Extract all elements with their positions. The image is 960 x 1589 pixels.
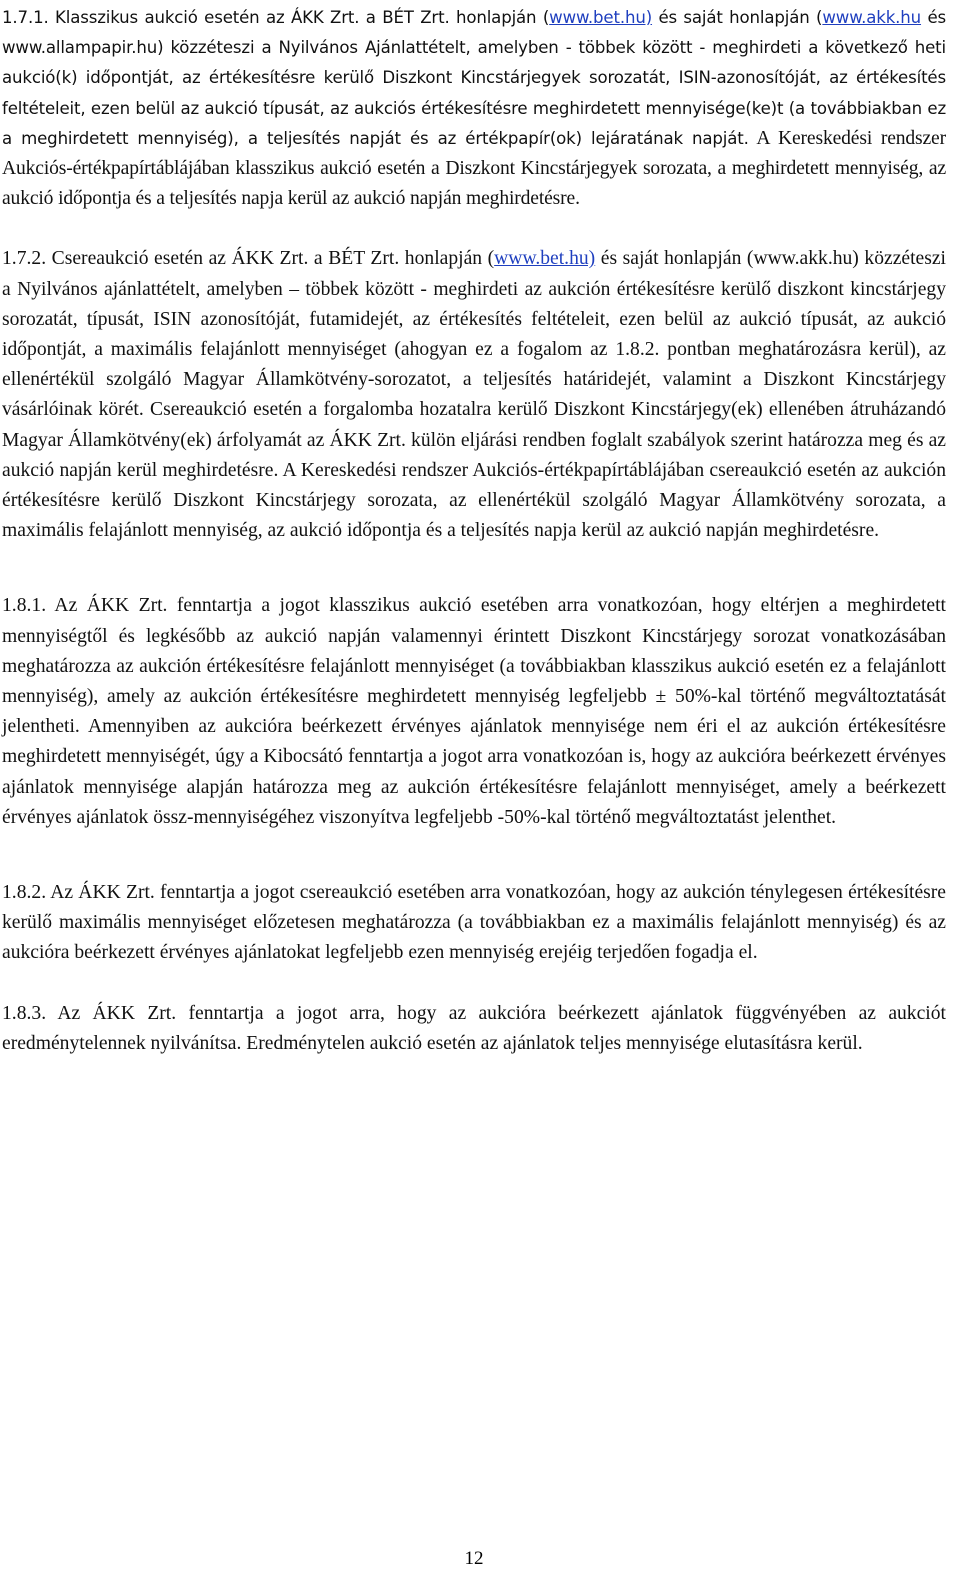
section-1-7-2-text-b: és saját honlapján (www.akk.hu) közzéteszi a Nyilvános ajánlattételt, amelyben – többek között - meghirdeti az aukción értékesítésre kerülő diszkont kincstárjegy sorozatát, típusát, ISIN azonosítóját, futamidejét, az értékesítés feltételeit, ezen belül az aukció típusát, az aukció időpontját, a maximális felajánlott mennyiséget (ahogyan ez a fogalom az 1.8.2. pontban meghatározásra kerül), az ellenértékül szolgáló Magyar Államkötvény-sorozatot, a teljesítés határidejét, valamint a Diszkont Kincstárjegy vásárlóinak körét. Csereaukció esetén a forgalomba hozatalra kerülő Diszkont Kincstárjegy(ek) ellenében átruházandó Magyar Államkötvény(ek) árfolyamát az ÁKK Zrt. külön eljárási rendben foglalt szabályok szerint határozza meg és az aukció napján kerül meghirdetésre. A Kereskedési rendszer Aukciós-értékpapírtáblájában csereaukció esetén az aukción értékesítésre kerülő Diszkont Kincstárjegy sorozata, az ellenértékül szolgáló Magyar Államkötvény sorozata, a maximális felajánlott mennyiség, az aukció időpontja és a teljesítés napja kerül az aukció napján meghirdetésre.	[2, 248, 946, 542]
paragraph-spacer	[2, 214, 946, 244]
section-1-8-2: 1.8.2. Az ÁKK Zrt. fenntartja a jogot csereaukció esetében arra vonatkozóan, hogy az aukción ténylegesen értékesítésre kerülő maximális mennyiséget előzetesen meghatározza (a továbbiakban ez a maximális felajánlott mennyiség) és az aukcióra beérkezett érvényes ajánlatokat legfeljebb ezen mennyiség erejéig terjedően fogadja el.	[2, 882, 946, 964]
section-1-7-1-text-c: és www.allampapir.hu) közzéteszi a Nyilvános Ajánlattételt, amelyben - többek között - meghirdeti a következő heti aukció(k) időpontját, az értékesítésre kerülő Diszkont Kincstárjegyek sorozatát, ISIN-azonosítóját, az értékesítés feltételeit, ezen belül az aukció típusát, az aukciós értékesítésre meghirdetett mennyisége(ke)t (a továbbiakban ez a meghirdetett mennyiség), a teljesítés napját és az értékpapír(ok) lejáratának napját.	[2, 8, 946, 148]
paragraph-spacer	[2, 969, 946, 999]
akk-hu-link[interactable]: www.akk.hu	[822, 8, 922, 27]
section-1-7-2-text-a: 1.7.2. Csereaukció esetén az ÁKK Zrt. a BÉT Zrt. honlapján (	[2, 248, 495, 270]
section-1-7-1-text-d: A Kereskedési rendszer Aukciós-értékpapírtáblájában klasszikus aukció esetén a Diszkont Kincstárjegyek sorozata, a meghirdetett mennyiség, az aukció időpontja és a teljesítés napja kerül az aukció napján meghirdetésre.	[2, 127, 946, 210]
bet-hu-link[interactable]: www.bet.hu)	[549, 8, 653, 27]
page-number: 12	[464, 1548, 484, 1569]
section-1-8-1: 1.8.1. Az ÁKK Zrt. fenntartja a jogot klasszikus aukció esetében arra vonatkozóan, hogy eltérjen a meghirdetett mennyiségtől és legkésőbb az aukció napján valamennyi érintett Diszkont Kincstárjegy sorozat vonatkozásában meghatározza az aukción értékesítésre felajánlott mennyiséget (a továbbiakban klasszikus aukció esetén ez a felajánlott mennyiség), amely az aukción értékesítésre meghirdetett mennyiség legfeljebb ± 50%-kal történő megváltoztatását jelentheti. Amennyiben az aukcióra beérkezett érvényes ajánlatok mennyisége nem éri el az aukción értékesítésre meghirdetett mennyiségét, úgy a Kibocsátó fenntartja a jogot arra vonatkozóan is, hogy az aukcióra beérkezett érvényes ajánlatok mennyisége alapján határozza meg az aukción értékesítésre felajánlott mennyiséget, amely a beérkezett érvényes ajánlatok össz-mennyiségéhez viszonyítva legfeljebb -50%-kal történő megváltoztatást jelenthet.	[2, 595, 946, 828]
section-1-7-1-text-a: 1.7.1. Klasszikus aukció esetén az ÁKK Zrt. a BÉT Zrt. honlapján (	[2, 8, 550, 27]
section-1-8-3: 1.8.3. Az ÁKK Zrt. fenntartja a jogot arra, hogy az aukcióra beérkezett ajánlatok függvényében az aukciót eredménytelennek nyilvánítsa. Eredménytelen aukció esetén az ajánlatok teljes mennyisége elutasításra kerül.	[2, 1002, 946, 1054]
paragraph-spacer	[2, 546, 946, 591]
bet-hu-link-2[interactable]: www.bet.hu)	[494, 248, 596, 270]
section-1-7-1-text-b: és saját honlapján (	[652, 8, 823, 27]
paragraph-spacer	[2, 833, 946, 878]
section-1-7-1	[2, 3, 946, 214]
section-1-7-2	[2, 244, 946, 546]
